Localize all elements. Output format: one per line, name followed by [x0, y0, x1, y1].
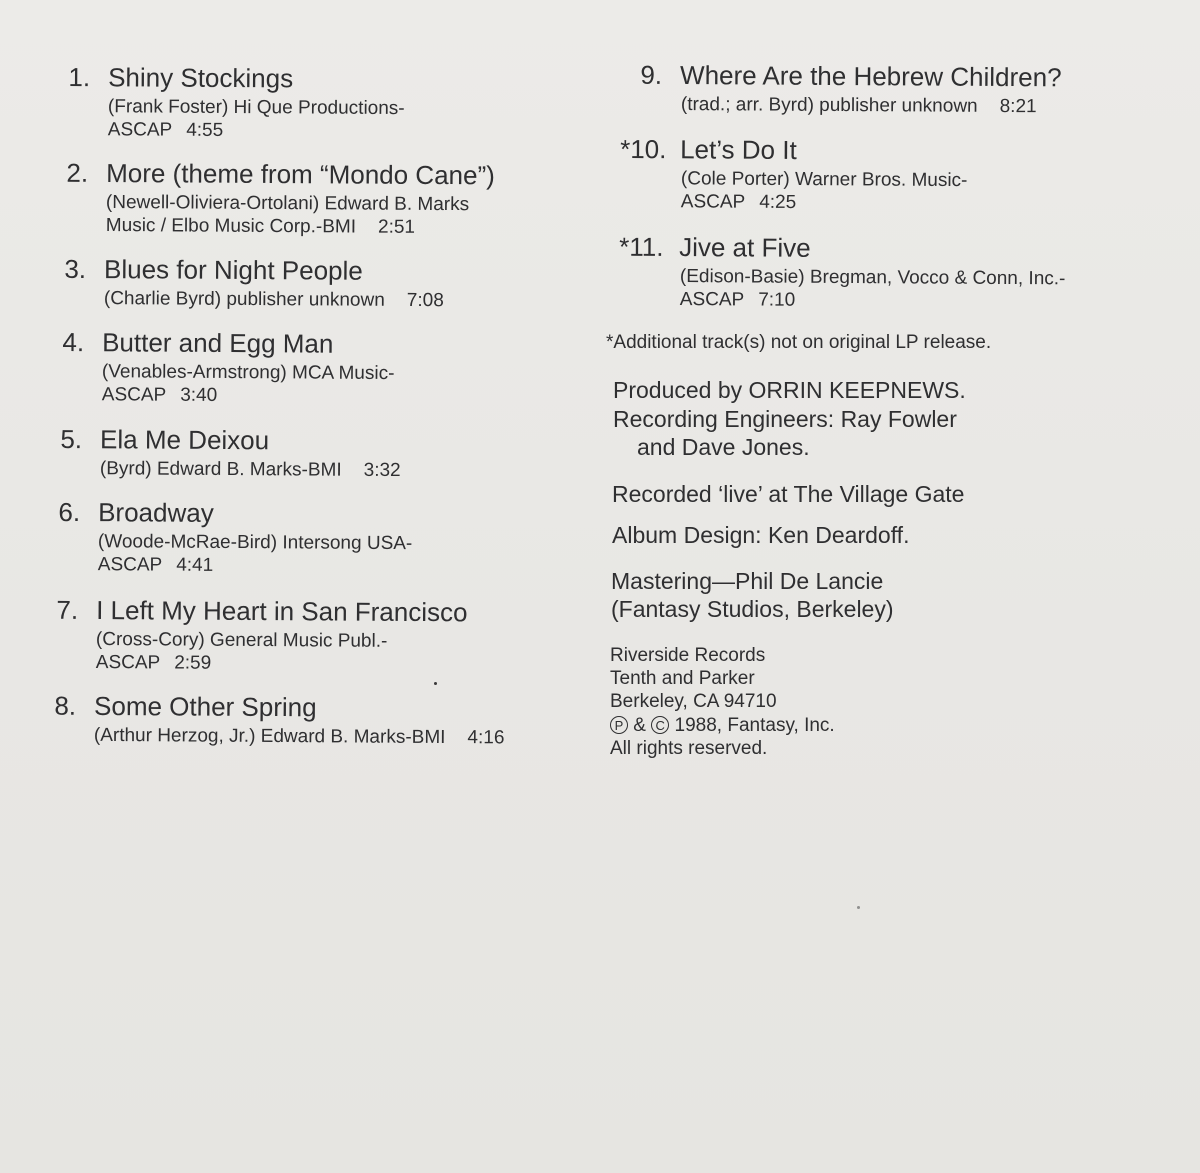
- track-credit: (trad.; arr. Byrd) publisher unknown: [680, 94, 978, 117]
- mastering-studio: (Fantasy Studios, Berkeley): [611, 596, 894, 622]
- track-number: 3.: [64, 253, 87, 284]
- track-credit: (Cole Porter) Warner Bros. Music-: [680, 168, 968, 192]
- track-10: [620, 133, 968, 215]
- track-2: [58, 157, 495, 240]
- label-name: Riverside Records: [610, 645, 766, 666]
- track-duration: 7:08: [406, 289, 444, 312]
- track-duration: 2:51: [377, 216, 416, 238]
- track-number: 9.: [640, 59, 663, 90]
- copyright-line: [610, 714, 835, 737]
- track-1: [60, 61, 405, 143]
- track-credit: (Byrd) Edward B. Marks-BMI: [99, 458, 342, 481]
- track-number: *10.: [620, 133, 667, 165]
- track-duration: 4:25: [759, 191, 797, 214]
- phonogram-symbol: P: [610, 716, 628, 734]
- track-duration: 7:10: [758, 289, 796, 311]
- print-speck: [857, 906, 860, 909]
- track-11: [619, 231, 1066, 314]
- copyright-amp: &: [633, 715, 646, 736]
- track-7: [48, 594, 468, 677]
- track-duration: 4:55: [186, 119, 224, 141]
- track-9: [620, 59, 1062, 119]
- track-duration: 4:41: [176, 554, 214, 576]
- produced-by: Produced by ORRIN KEEPNEWS.: [613, 377, 966, 403]
- label-city: Berkeley, CA 94710: [610, 691, 777, 712]
- track-duration: 4:16: [467, 727, 505, 749]
- track-title: Broadway: [98, 497, 214, 528]
- track-title: I Left My Heart in San Francisco: [96, 595, 468, 628]
- track-title: Butter and Egg Man: [102, 327, 334, 359]
- rights-reserved: All rights reserved.: [610, 738, 768, 759]
- track-number: 7.: [56, 594, 79, 625]
- track-title: Where Are the Hebrew Children?: [679, 60, 1062, 93]
- track-duration: 3:40: [180, 384, 218, 406]
- track-5: [52, 423, 401, 482]
- track-number: 2.: [66, 157, 89, 188]
- track-duration: 8:21: [999, 95, 1037, 118]
- track-number: 5.: [60, 423, 83, 455]
- track-number: *11.: [619, 231, 664, 262]
- label-street: Tenth and Parker: [610, 668, 755, 689]
- track-credit: ASCAP: [97, 554, 163, 576]
- track-title: Blues for Night People: [103, 254, 363, 286]
- track-title: Some Other Spring: [93, 690, 317, 723]
- track-number: 4.: [62, 327, 85, 358]
- track-6: [50, 496, 413, 578]
- track-number: 6.: [58, 496, 81, 528]
- album-design: Album Design: Ken Deardoff.: [612, 522, 910, 548]
- track-credit: (Newell-Oliviera-Ortolani) Edward B. Marks: [105, 191, 470, 216]
- track-title: Jive at Five: [679, 232, 811, 263]
- track-credit: ASCAP: [101, 384, 167, 406]
- track-credit: ASCAP: [679, 289, 745, 311]
- footnote: *Additional track(s) not on original LP release.: [606, 332, 992, 353]
- track-credit: (Frank Foster) Hi Que Productions-: [107, 96, 405, 120]
- track-8: [46, 690, 505, 750]
- track-3: [56, 253, 444, 312]
- track-credit: (Edison-Basie) Bregman, Vocco & Conn, Inc.-: [679, 266, 1066, 290]
- mastering: Mastering—Phil De Lancie: [611, 568, 884, 594]
- track-duration: 3:32: [363, 459, 401, 482]
- track-title: Ela Me Deixou: [99, 424, 270, 456]
- recording-engineers-cont: and Dave Jones.: [637, 434, 810, 460]
- print-speck: [434, 682, 437, 685]
- track-number: 8.: [54, 690, 77, 721]
- copyright-text: 1988, Fantasy, Inc.: [674, 715, 835, 736]
- track-credit: (Arthur Herzog, Jr.) Edward B. Marks-BMI: [93, 724, 446, 749]
- track-title: Shiny Stockings: [108, 62, 294, 94]
- track-title: Let’s Do It: [680, 134, 797, 166]
- track-credit: ASCAP: [107, 119, 173, 141]
- track-credit: Music / Elbo Music Corp.-BMI: [105, 214, 357, 238]
- recording-engineers: Recording Engineers: Ray Fowler: [613, 406, 957, 432]
- track-credit: ASCAP: [95, 652, 161, 674]
- copyright-symbol: C: [651, 716, 669, 734]
- track-title: More (theme from “Mondo Cane”): [106, 157, 495, 191]
- track-credit: (Charlie Byrd) publisher unknown: [103, 288, 385, 311]
- track-4: [54, 326, 395, 408]
- track-credit: (Venables-Armstrong) MCA Music-: [101, 361, 395, 385]
- track-duration: 2:59: [174, 652, 212, 674]
- track-credit: (Woode-McRae-Bird) Intersong USA-: [97, 531, 413, 555]
- track-credit: (Cross-Cory) General Music Publ.-: [95, 629, 388, 652]
- track-credit: ASCAP: [680, 191, 746, 213]
- recorded-at: Recorded ‘live’ at The Village Gate: [612, 481, 965, 507]
- track-number: 1.: [68, 61, 91, 93]
